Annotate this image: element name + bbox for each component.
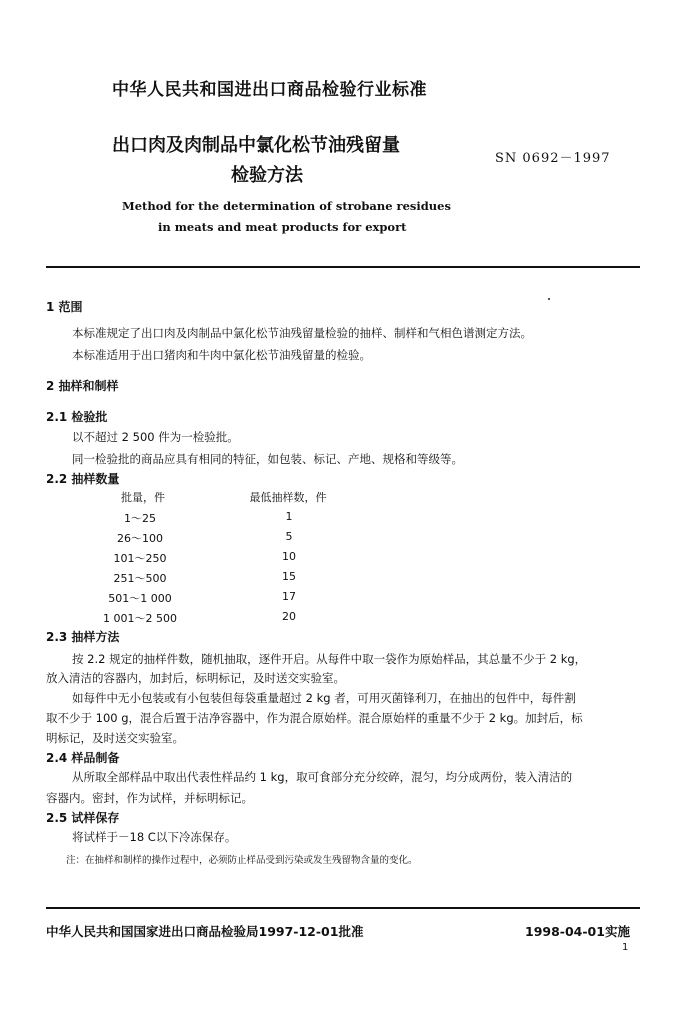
table-cell-min: 10: [282, 550, 296, 563]
document-title-line2: 检验方法: [231, 165, 303, 186]
footer-effective-date: 1998-04-01实施: [525, 924, 630, 939]
page-number: 1: [622, 942, 629, 953]
section-2-heading: 2 抽样和制样: [46, 379, 119, 393]
table-header-min-samples: 最低抽样数，件: [249, 491, 327, 504]
table-header-lot: 批量，件: [121, 491, 165, 504]
section-2-1-paragraph-2: 同一检验批的商品应具有相同的特征，如包装、标记、产地、规格和等级等。: [72, 452, 463, 466]
section-2-3-paragraph-1-line2: 放入清洁的容器内，加封后，标明标记，及时送交实验室。: [46, 671, 345, 685]
table-cell-min: 17: [282, 590, 296, 603]
table-cell-lot: 251～500: [113, 572, 167, 585]
english-title-line2: in meats and meat products for export: [158, 220, 407, 234]
section-2-2-heading: 2.2 抽样数量: [46, 472, 120, 486]
section-2-4-paragraph-line1: 从所取全部样品中取出代表性样品约 1 kg，取可食部分充分绞碎，混匀，均分成两份，装入清洁的: [72, 770, 573, 784]
industry-standard-heading: 中华人民共和国进出口商品检验行业标准: [112, 80, 427, 100]
section-2-5-note: 注：在抽样和制样的操作过程中，必须防止样品受到污染或发生残留物含量的变化。: [66, 855, 418, 866]
table-cell-lot: 1 001～2 500: [103, 612, 177, 625]
section-1-heading: 1 范围: [46, 300, 83, 314]
section-2-3-heading: 2.3 抽样方法: [46, 630, 120, 644]
section-1-paragraph-1: 本标准规定了出口肉及肉制品中氯化松节油残留量检验的抽样、制样和气相色谱测定方法。: [72, 326, 532, 340]
scan-speck: [548, 298, 550, 300]
english-title-line1: Method for the determination of strobane residues: [122, 199, 451, 213]
table-cell-lot: 101～250: [113, 552, 167, 565]
section-2-1-paragraph-1: 以不超过 2 500 件为一检验批。: [72, 430, 239, 444]
document-title-line1: 出口肉及肉制品中氯化松节油残留量: [112, 135, 400, 156]
table-cell-min: 15: [282, 570, 296, 583]
footer-issuer: 中华人民共和国国家进出口商品检验局1997-12-01批准: [46, 924, 364, 939]
section-2-3-paragraph-1-line1: 按 2.2 规定的抽样件数，随机抽取，逐件开启。从每件中取一袋作为原始样品，其总量不少于 2 kg，: [72, 652, 587, 666]
standard-number: SN 0692－1997: [495, 151, 611, 166]
footer-divider: [46, 907, 640, 909]
section-2-3-paragraph-2-line2: 取不少于 100 g，混合后置于洁净容器中，作为混合原始样。混合原始样的重量不少于 2 kg。加封后，标: [46, 711, 583, 725]
header-divider: [46, 266, 640, 268]
section-2-3-paragraph-2-line1: 如每件中无小包装或有小包装但每袋重量超过 2 kg 者，可用灭菌锋利刀，在抽出的包件中，每件割: [72, 691, 576, 705]
table-cell-min: 5: [285, 530, 293, 543]
table-cell-lot: 26～100: [117, 532, 163, 545]
section-1-paragraph-2: 本标准适用于出口猪肉和牛肉中氯化松节油残留量的检验。: [72, 348, 371, 362]
section-2-5-heading: 2.5 试样保存: [46, 811, 120, 825]
section-2-3-paragraph-2-line3: 明标记，及时送交实验室。: [46, 731, 184, 745]
section-2-5-paragraph: 将试样于－18 C以下冷冻保存。: [72, 830, 237, 844]
table-cell-min: 1: [285, 510, 293, 523]
table-cell-lot: 1～25: [124, 512, 156, 525]
section-2-1-heading: 2.1 检验批: [46, 410, 108, 424]
section-2-4-paragraph-line2: 容器内。密封，作为试样，并标明标记。: [46, 791, 253, 805]
table-cell-lot: 501～1 000: [108, 592, 172, 605]
section-2-4-heading: 2.4 样品制备: [46, 751, 120, 765]
table-cell-min: 20: [282, 610, 296, 623]
